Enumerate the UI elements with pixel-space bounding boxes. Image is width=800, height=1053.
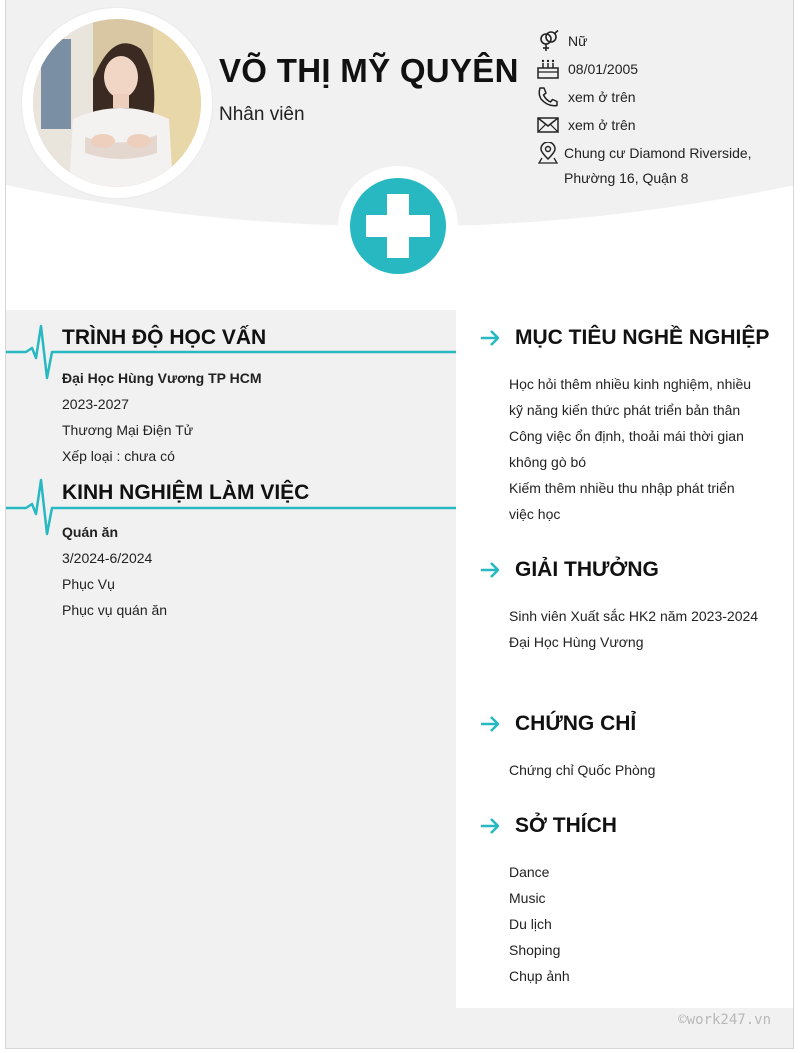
contact-info [536,30,786,198]
hobby-item: Dance [509,864,550,880]
hobby-item: Du lịch [509,916,552,932]
hobby-item: Music [509,890,546,906]
email-text: xem ở trên [568,117,636,133]
hobby-item: Shoping [509,942,561,958]
envelope-icon [536,114,560,136]
objective-line: kỹ năng kiến thức phát triển bản thân [509,402,741,418]
section-title-awards: GIẢI THƯỞNG [515,558,659,581]
arrow-right-icon [480,817,500,835]
hobbies-list [509,859,762,989]
award-line: Sinh viên Xuất sắc HK2 năm 2023-2024 [509,608,759,624]
awards-text [509,603,762,655]
medical-cross-icon [350,178,446,274]
cake-icon [536,58,560,80]
address-line-1: Chung cư Diamond Riverside, [564,145,752,161]
phone-text: xem ở trên [568,89,636,105]
section-header-objective [480,326,769,350]
contact-birthday [536,58,786,86]
candidate-role: Nhân viên [219,104,305,125]
education-school: Đại Học Hùng Vương TP HCM [62,370,262,386]
objective-line: Công việc ổn định, thoải mái thời gian [509,428,744,444]
avatar [33,19,201,187]
address-line-2: Phường 16, Quận 8 [564,170,689,186]
objective-line: không gò bó [509,454,587,470]
map-pin-icon [536,142,560,164]
section-title-certificates: CHỨNG CHỈ [515,712,637,735]
objective-text [509,371,762,527]
contact-email [536,114,786,142]
experience-company: Quán ăn [62,524,119,540]
section-title-hobbies: SỞ THÍCH [515,814,617,837]
candidate-name: VÕ THỊ MỸ QUYÊN [219,52,519,89]
section-title-education: TRÌNH ĐỘ HỌC VẤN [62,326,267,349]
section-header-awards [480,558,659,582]
education-major: Thương Mại Điện Tử [62,422,194,438]
certificates-text [509,757,762,783]
arrow-right-icon [480,715,500,733]
education-period: 2023-2027 [62,396,129,412]
education-grade: Xếp loại : chưa có [62,448,175,464]
certificate-line: Chứng chỉ Quốc Phòng [509,762,656,778]
birthday-text: 08/01/2005 [568,61,639,77]
gender-text: Nữ [568,33,588,49]
hobby-item: Chụp ảnh [509,968,570,984]
watermark: ©work247.vn [678,1012,771,1028]
award-line: Đại Học Hùng Vương [509,634,644,650]
contact-address [536,142,786,198]
experience-period: 3/2024-6/2024 [62,550,153,566]
phone-icon [536,86,560,108]
arrow-right-icon [480,329,500,347]
objective-line: việc học [509,506,561,522]
experience-position: Phục Vụ [62,576,115,592]
section-header-certificates [480,712,636,736]
section-header-hobbies [480,814,617,838]
contact-gender [536,30,786,58]
experience-description: Phục vụ quán ăn [62,602,168,618]
objective-line: Học hỏi thêm nhiều kinh nghiệm, nhiều [509,376,752,392]
section-title-experience: KINH NGHIỆM LÀM VIỆC [62,481,310,504]
cv-page [5,0,794,1049]
section-title-objective: MỤC TIÊU NGHỀ NGHIỆP [515,326,770,349]
objective-line: Kiếm thêm nhiều thu nhập phát triển [509,480,735,496]
gender-icon [536,30,560,52]
arrow-right-icon [480,561,500,579]
contact-phone [536,86,786,114]
